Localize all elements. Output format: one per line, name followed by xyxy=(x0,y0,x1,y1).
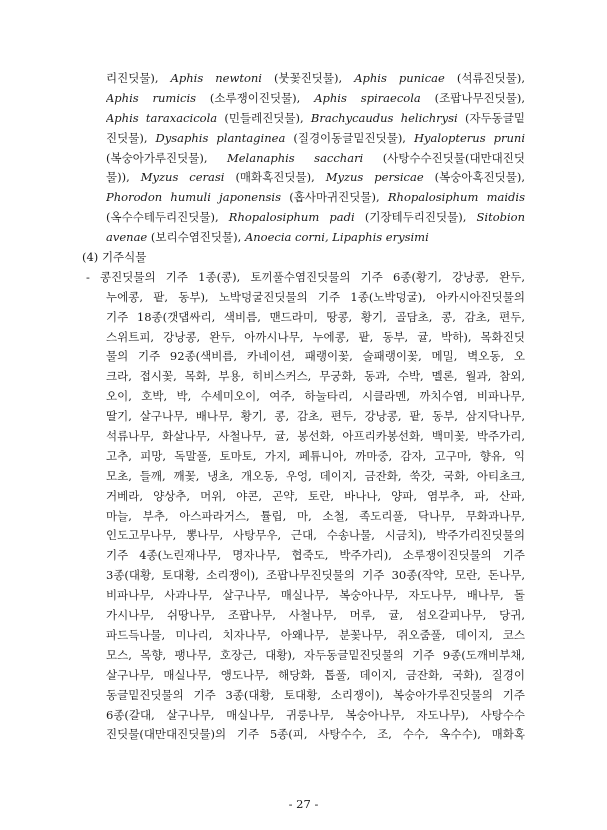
text-line xyxy=(0,308,607,328)
text-run: 물의 기주 92종(색비름, 카네이션, 패랭이꽃, 술패랭이꽃, 메밀, 벽오동, 오 xyxy=(106,349,525,364)
text-line xyxy=(0,168,607,188)
text-line xyxy=(0,566,607,586)
scientific-name: Anoecia corni, Lipaphis erysimi xyxy=(244,230,429,245)
scientific-name: Myzus cerasi xyxy=(140,170,225,185)
scientific-name: Aphis rumicis xyxy=(106,90,197,105)
text-run: 마늘, 부추, 아스파라거스, 튤립, 마, 소철, 족도리풀, 닥나무, 무화과나무, xyxy=(106,508,525,523)
text-run: 크라, 접시꽃, 목화, 부용, 히비스커스, 무궁화, 동과, 수박, 멜론, 월과, 참외, xyxy=(106,369,525,384)
text-line xyxy=(0,487,607,507)
text-run: (석류진딧물), xyxy=(444,71,525,85)
text-run: 거베라, 양상추, 머위, 야콘, 곤약, 토란, 바나나, 양파, 염부추, 파, 산파, xyxy=(106,488,525,503)
text-line xyxy=(0,666,607,686)
text-line xyxy=(0,268,607,288)
text-line xyxy=(0,89,607,109)
text-run: 가시나무, 쉬땅나무, 조팝나무, 사철나무, 머루, 귤, 섬오갈피나무, 당귀, xyxy=(106,608,525,623)
text-run: 진딧물(대만대진딧물)의 기주 5종(피, 사탕수수, 조, 수수, 옥수수), 매화혹 xyxy=(106,727,525,742)
text-line xyxy=(0,427,607,447)
text-run: 기주 4종(노린재나무, 명자나무, 협죽도, 박주가리), 소루쟁이진딧물의 기주 xyxy=(106,548,525,563)
text-line xyxy=(0,328,607,348)
body-text xyxy=(0,69,607,745)
text-line xyxy=(0,686,607,706)
text-line xyxy=(0,725,607,745)
scientific-name: Dysaphis plantaginea xyxy=(155,130,286,145)
scientific-name: Brachycaudus helichrysi xyxy=(310,110,458,125)
text-run: (4) 기주식물 xyxy=(82,250,147,265)
text-line xyxy=(0,387,607,407)
scientific-name: Aphis punicae xyxy=(354,71,445,85)
scientific-name: Rhopalosiphum maidis xyxy=(387,190,525,205)
text-run: (복숭아혹진딧물), xyxy=(423,170,525,185)
text-line xyxy=(0,507,607,527)
text-run: - 콩진딧물의 기주 1종(콩), 토끼풀수염진딧물의 기주 6종(황기, 강낭콩, 완두, xyxy=(86,269,525,284)
text-run: 물)), xyxy=(106,170,141,185)
text-run: (사탕수수진딧물(대만대진딧 xyxy=(363,150,525,165)
text-line xyxy=(0,606,607,626)
text-line xyxy=(0,407,607,427)
text-line xyxy=(0,546,607,566)
text-line xyxy=(0,149,607,169)
text-run: 스위트피, 강낭콩, 완두, 아까시나무, 누에콩, 팥, 동부, 귤, 박하), 목화진딧 xyxy=(106,329,525,344)
text-run: (자두동글밑 xyxy=(457,110,525,125)
text-run: 6종(갈대, 살구나무, 매실나무, 귀룽나무, 복숭아나무, 자도나무), 사탕수수 xyxy=(106,707,525,722)
scientific-name: Hyalopterus pruni xyxy=(414,130,525,145)
scientific-name: Aphis spiraecola xyxy=(314,90,421,105)
scientific-name: Melanaphis sacchari xyxy=(226,150,364,165)
text-line xyxy=(0,626,607,646)
text-run: (복숭아가루진딧물), xyxy=(106,150,227,165)
text-line xyxy=(0,367,607,387)
text-line xyxy=(0,467,607,487)
text-line xyxy=(0,288,607,308)
text-line xyxy=(0,646,607,666)
text-line xyxy=(0,208,607,228)
text-run: 비파나무, 사과나무, 살구나무, 매실나무, 복숭아나무, 자도나무, 배나무, 돌 xyxy=(106,588,525,603)
text-run: 모초, 들깨, 깨꽃, 냉초, 개오동, 우엉, 데이지, 금잔화, 쑥갓, 국화, 아티초크, xyxy=(106,468,525,483)
text-line xyxy=(0,347,607,367)
text-line xyxy=(0,586,607,606)
scientific-name: Phorodon humuli japonensis xyxy=(106,190,281,205)
text-run: (기장테두리진딧물), xyxy=(354,210,477,225)
text-run: 진딧물), xyxy=(106,130,156,145)
text-line xyxy=(0,129,607,149)
text-run: (홉사마귀진딧물), xyxy=(280,190,388,205)
text-run: 기주 18종(갯댑싸리, 색비름, 맨드라미, 땅콩, 황기, 골담초, 콩, 감초, 편두, xyxy=(106,309,525,324)
text-run: 석류나무, 화살나무, 사철나무, 귤, 봉선화, 아프리카봉선화, 백미꽃, 박주가리, xyxy=(106,429,525,444)
text-run: 오이, 호박, 박, 수세미오이, 여주, 하눌타리, 시클라멘, 까치수염, 비파나무, xyxy=(106,389,525,404)
scientific-name: Rhopalosiphum padi xyxy=(228,210,355,225)
text-run: (붓꽃진딧물), xyxy=(261,71,355,85)
text-run: 3종(대황, 토대황, 소리쟁이), 조팝나무진딧물의 기주 30종(작약, 모란, 돈나무, xyxy=(106,568,525,583)
page-number: - 27 - xyxy=(288,797,319,811)
text-run: 고추, 피망, 독말풀, 토마토, 가지, 페튜니아, 까마중, 감자, 고구마, 향유, 익 xyxy=(106,448,525,463)
scientific-name: Aphis newtoni xyxy=(170,71,262,85)
text-run: (질경이동글밑진딧물), xyxy=(285,130,415,145)
text-line xyxy=(0,109,607,129)
text-run: 딸기, 살구나무, 배나무, 황기, 콩, 감초, 편두, 강낭콩, 팥, 동부, 삼지닥나무, xyxy=(106,409,525,424)
text-run: (조팝나무진딧물), xyxy=(420,90,525,105)
text-run: (옥수수테두리진딧물), xyxy=(106,210,229,225)
text-run: 인도고무나무, 뽕나무, 사탕무우, 근대, 수송나물, 시금치), 박주가리진딧물의 xyxy=(106,528,525,543)
scientific-name: Sitobion xyxy=(476,210,525,225)
text-run: (소루쟁이진딧물), xyxy=(196,90,315,105)
text-run: 파드득나물, 미나리, 치자나무, 아왜나무, 분꽃나무, 쥐오줌풀, 데이지, 코스 xyxy=(106,627,525,642)
text-line xyxy=(0,447,607,467)
text-run: 모스, 목향, 팽나무, 호장근, 대황), 자두동글밑진딧물의 기주 9종(도깨비부채, xyxy=(106,647,525,662)
text-line xyxy=(0,228,607,248)
scientific-name: Aphis taraxacicola xyxy=(106,110,218,125)
scientific-name: avenae xyxy=(106,230,148,245)
scientific-name: Myzus persicae xyxy=(325,170,424,185)
text-line xyxy=(0,188,607,208)
text-line xyxy=(0,706,607,726)
text-run: (민들레진딧물), xyxy=(217,110,311,125)
text-run: 누에콩, 팥, 동부), 노박덩굴진딧물의 기주 1종(노박덩굴), 아카시아진딧물의 xyxy=(106,289,525,304)
text-run: 동글밑진딧물의 기주 3종(대황, 토대황, 소리쟁이), 복숭아가루진딧물의 기주 xyxy=(106,687,525,702)
text-run: (보리수염진딧물), xyxy=(147,230,245,245)
text-line xyxy=(0,69,607,89)
text-run: 살구나무, 매실나무, 앵도나무, 해당화, 톱풀, 데이지, 금잔화, 국화), 질경이 xyxy=(106,667,525,682)
text-line xyxy=(0,248,607,268)
text-run: 리진딧물), xyxy=(106,71,171,85)
text-line xyxy=(0,526,607,546)
text-run: (매화혹진딧물), xyxy=(224,170,326,185)
